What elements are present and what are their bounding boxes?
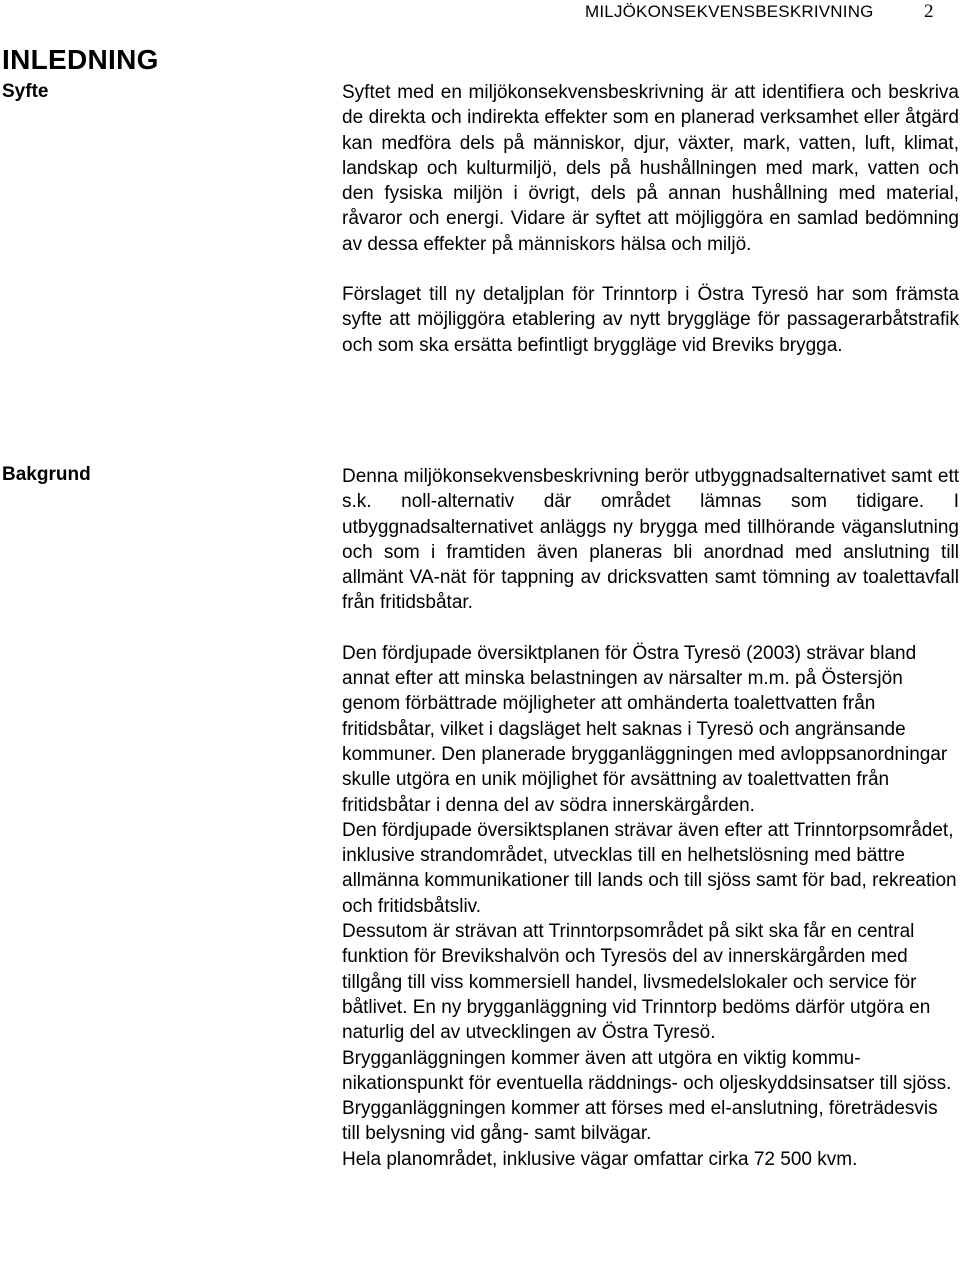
paragraph-bakgrund-electricity: Brygganläggningen kommer att förses med el-anslutning, företrädesvis till belysning vid gång- samt bilvägar. (342, 1098, 938, 1145)
chapter-heading: INLEDNING (2, 44, 159, 75)
section-label-bakgrund: Bakgrund (2, 464, 91, 485)
paragraph-bakgrund-overview-plan: Den fördjupade översiktplanen för Östra Tyresö (2003) strävar bland annat efter att minska belastningen av närsalter m.m. på Östersjön genom förbättrade möjligheter att omhänderta toalettvatten från fritidsbåtar, vilket i dagsläget helt saknas i Tyresö och angränsande kommuner. Den planerade brygganläggningen med avloppsanordningar skulle utgöra en unik möjlighet för avsättning av toalettvatten från fritidsbåtar i denna del av södra innerskärgården. (342, 642, 948, 816)
running-header-title: MILJÖKONSEKVENSBESKRIVNING (585, 2, 874, 21)
paragraph-bakgrund-area-size: Hela planområdet, inklusive vägar omfattar cirka 72 500 kvm. (342, 1148, 858, 1170)
page-number: 2 (924, 1, 934, 22)
paragraph-spacer (342, 616, 959, 641)
paragraph-syfte-purpose: Syftet med en miljökonsekvensbeskrivning är att identifiera och beskriva de direkta och indirekta effekter som en planerad verksamhet eller åtgärd kan medföra dels på människor, djur, växter, mark, vatten, luft, klimat, landskap och kulturmiljö, dels på hushållningen med mark, vatten och den fysiska miljön i övrigt, dels på annan hushållning med material, råvaror och energi. Vidare är syftet att möjliggöra en samlad bedömning av dessa effekter på människors hälsa och miljö. (342, 82, 959, 255)
section-body-bakgrund (342, 464, 959, 1172)
paragraph-bakgrund-rescue-point: Brygganläggningen kommer även att utgöra en viktig kommunikationspunkt för eventuella räddnings- och oljeskyddsinsatser till sjöss. (342, 1047, 952, 1094)
section-body-syfte (342, 80, 959, 358)
paragraph-bakgrund-central-function: Dessutom är strävan att Trinntorpsområdet på sikt ska får en central funktion för Brevikshalvön och Tyresös del av innerskärgården med tillgång till viss kommersiell handel, livsmedelslokaler och service för båtlivet. En ny brygganläggning vid Trinntorp bedöms därför utgöra en naturlig del av utvecklingen av Östra Tyresö. (342, 921, 931, 1044)
paragraph-syfte-proposal: Förslaget till ny detaljplan för Trinntorp i Östra Tyresö har som främsta syfte att möjliggöra etablering av nytt bryggläge för passagerarbåtstrafik och som ska ersätta befintligt bryggläge vid Breviks brygga. (342, 284, 959, 356)
paragraph-bakgrund-alternatives: Denna miljökonsekvensbeskrivning berör utbyggnadsalternativet samt ett s.k. noll-alternativ där området lämnas som tidigare. I utbyggnadsalternativet anläggs ny brygga med tillhörande väganslutning och som i framtiden även planeras bli anordnad med anslutning till allmänt VA-nät för tappning av dricksvatten samt tömning av toalettavfall från fritidsbåtar. (342, 466, 959, 614)
page-header (0, 0, 960, 24)
paragraph-bakgrund-trinntorp-area: Den fördjupade översiktsplanen strävar även efter att Trinntorpsområdet, inklusive strandområdet, utvecklas till en helhetslösning med bättre allmänna kommunikationer till lands och till sjöss samt för bad, rekreation och fritidsbåtsliv. (342, 819, 957, 917)
section-label-syfte: Syfte (2, 81, 49, 102)
